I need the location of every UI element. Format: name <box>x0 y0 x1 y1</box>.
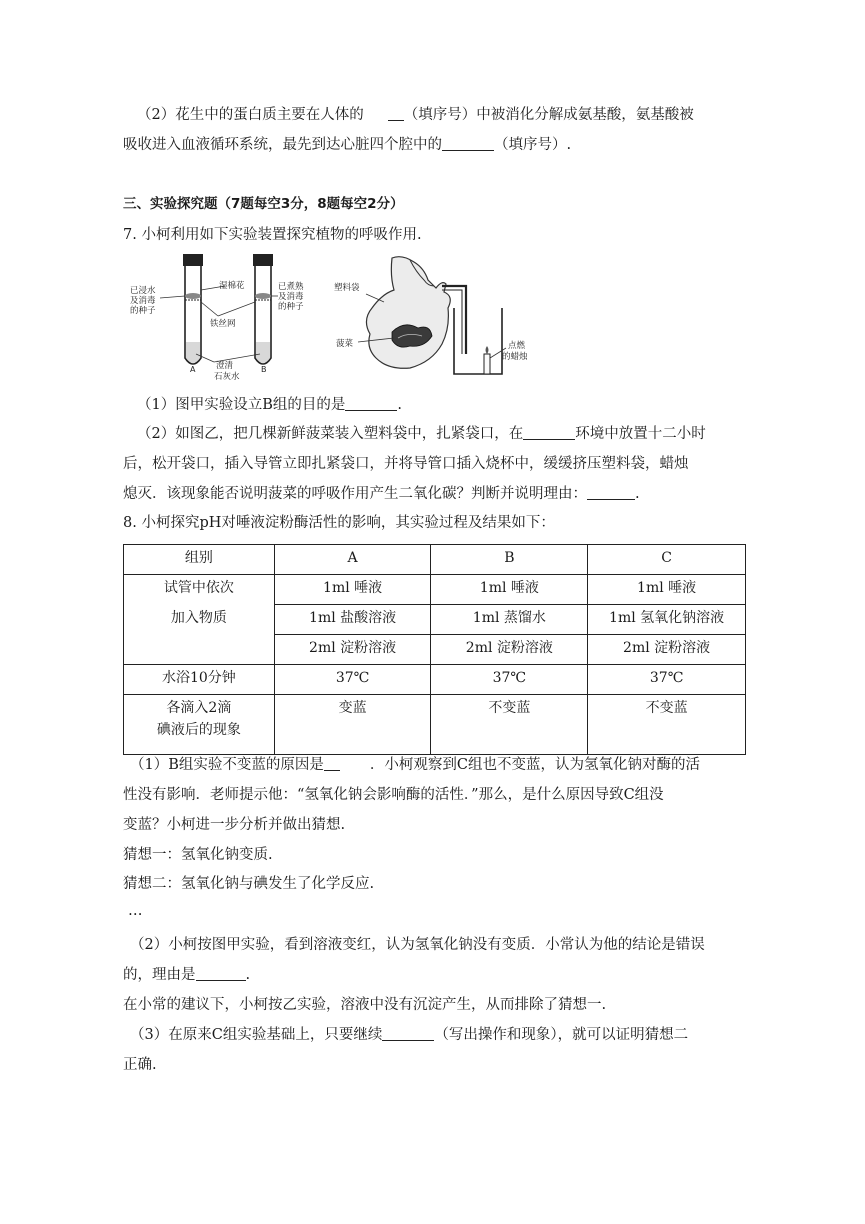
q7-part2-text: 环境中放置十二小时 <box>575 426 706 442</box>
q7-part2-text: （2）如图乙，把几棵新鲜菠菜装入塑料袋中，扎紧袋口，在 <box>137 426 524 442</box>
q8-part1-text: （1）B组实验不变蓝的原因是 <box>130 757 324 773</box>
limewater-b <box>256 342 270 363</box>
q8-part2-line2 <box>123 965 250 985</box>
q7-part1 <box>137 395 402 415</box>
q8-part1-line2: 性没有影响．老师提示他：“氢氧化钠会影响酶的活性．”那么，是什么原因导致C组没 <box>123 787 664 803</box>
q8-part2-text: . <box>245 967 251 983</box>
answer-blank[interactable] <box>345 396 397 411</box>
q7-part1-text: . <box>397 397 402 413</box>
q6-part2-text: （2）花生中的蛋白质主要在人体的 <box>137 107 364 123</box>
label-limewater-2: 石灰水 <box>214 372 240 382</box>
row-label-line: 碘液后的现象 <box>156 722 241 738</box>
q7-part2-text: 熄灭．该现象能否说明菠菜的呼吸作用产生二氧化碳？判断并说明理由： <box>123 486 587 502</box>
table-cell: 37℃ <box>588 665 746 695</box>
row-label-result <box>124 695 275 755</box>
limewater-a <box>186 342 200 363</box>
table-row <box>124 575 746 605</box>
label-bag: 塑料袋 <box>334 283 360 293</box>
q8-part3-line1 <box>130 1025 688 1045</box>
stopper-a <box>183 254 203 266</box>
answer-blank[interactable] <box>196 966 246 981</box>
row-label-add <box>124 575 275 665</box>
q8-guess2: 猜想二：氢氧化钠与碘发生了化学反应. <box>123 876 375 892</box>
table-cell: 2ml 淀粉溶液 <box>274 635 431 665</box>
candle <box>484 354 490 374</box>
answer-blank[interactable] <box>388 106 404 121</box>
label-tube-b: B <box>261 365 267 374</box>
row-label-bath: 水浴10分钟 <box>124 665 275 695</box>
table-cell: 变蓝 <box>274 695 431 755</box>
q6-part2-line1 <box>137 105 694 125</box>
q8-part1-line3: 变蓝？小柯进一步分析并做出猜想. <box>123 817 346 833</box>
table-cell: 1ml 唾液 <box>274 575 431 605</box>
seeds-b <box>255 293 271 299</box>
answer-blank[interactable] <box>587 485 635 500</box>
header-a: A <box>274 545 431 575</box>
label-seeds-cooked-3: 的种子 <box>278 302 304 312</box>
label-wire: 铁丝网 <box>210 319 236 329</box>
label-seeds-sterilized-2: 及消毒 <box>130 296 156 306</box>
answer-blank[interactable] <box>382 1026 434 1041</box>
q8-part1-line1 <box>130 755 700 775</box>
answer-blank[interactable] <box>442 136 494 151</box>
q7-stem: 7. 小柯利用如下实验装置探究植物的呼吸作用. <box>123 227 422 243</box>
figure-yi-bag-candle <box>332 250 542 385</box>
answer-blank[interactable] <box>324 756 340 771</box>
q6-part2-text: （填序号）. <box>494 137 572 153</box>
header-c: C <box>588 545 746 575</box>
table-row <box>124 665 746 695</box>
table-header-row <box>124 545 746 575</box>
table-cell: 37℃ <box>274 665 431 695</box>
leader-line <box>160 296 185 298</box>
label-seeds-sterilized-1: 已浸水 <box>130 286 156 296</box>
answer-blank[interactable] <box>523 425 575 440</box>
table-row <box>124 695 746 755</box>
table-cell: 不变蓝 <box>588 695 746 755</box>
table-cell: 2ml 淀粉溶液 <box>588 635 746 665</box>
table-cell: 37℃ <box>431 665 588 695</box>
header-b: B <box>431 545 588 575</box>
table-cell: 1ml 唾液 <box>588 575 746 605</box>
leader-line <box>218 302 255 316</box>
table-cell: 1ml 盐酸溶液 <box>274 605 431 635</box>
row-label-line: 各滴入2滴 <box>166 700 232 716</box>
table-cell: 1ml 唾液 <box>431 575 588 605</box>
figure-jia-test-tubes <box>130 250 304 385</box>
q6-part2-text: 吸收进入血液循环系统，最先到达心脏四个腔中的 <box>123 137 442 153</box>
candle-flame <box>486 346 489 354</box>
q7-part2-text: . <box>635 486 640 502</box>
q7-part2-line1 <box>137 424 706 444</box>
q8-part3-text: （3）在原来C组实验基础上，只要继续 <box>130 1027 383 1043</box>
stopper-b <box>253 254 273 266</box>
q6-part2-text: （填序号）中被消化分解成氨基酸，氨基酸被 <box>403 107 694 123</box>
q8-guess1: 猜想一：氢氧化钠变质. <box>123 847 273 863</box>
label-seeds-cooked-2: 及消毒 <box>278 292 304 302</box>
leader-line <box>201 302 218 316</box>
label-limewater-1: 澄清 <box>216 361 234 371</box>
row-label-line: 加入物质 <box>170 610 227 626</box>
seeds-a <box>185 293 201 299</box>
q8-part3-line2: 正确. <box>123 1057 157 1073</box>
table-cell: 1ml 蒸馏水 <box>431 605 588 635</box>
q6-part2-line2 <box>123 135 571 155</box>
q8-part2-line1: （2）小柯按图甲实验，看到溶液变红，认为氢氧化钠没有变质．小常认为他的结论是错误 <box>130 937 705 953</box>
table-cell: 2ml 淀粉溶液 <box>431 635 588 665</box>
q7-part2-line3 <box>123 484 640 504</box>
plastic-bag <box>366 257 450 369</box>
q7-part1-text: （1）图甲实验设立B组的目的是 <box>137 397 346 413</box>
label-tube-a: A <box>190 365 196 374</box>
q8-part3-text: （写出操作和现象），就可以证明猜想二 <box>434 1027 689 1043</box>
label-spinach: 菠菜 <box>336 339 354 349</box>
q8-stem: 8. 小柯探究pH对唾液淀粉酶活性的影响，其实验过程及结果如下： <box>123 515 555 531</box>
label-candle-1: 点燃 <box>508 341 526 351</box>
row-label-line: 试管中依次 <box>163 580 234 596</box>
q7-part2-line2: 后，松开袋口，插入导管立即扎紧袋口，并将导管口插入烧杯中，缓缓挤压塑料袋，蜡烛 <box>123 456 689 472</box>
experiment-table <box>123 544 746 755</box>
label-candle-2: 的蜡烛 <box>502 352 528 362</box>
label-seeds-sterilized-3: 的种子 <box>130 306 156 316</box>
q8-part2-text: 的，理由是 <box>123 967 196 983</box>
table-cell: 不变蓝 <box>431 695 588 755</box>
header-group: 组别 <box>124 545 275 575</box>
q8-ellipsis: … <box>128 903 143 919</box>
label-cotton: 湿棉花 <box>219 281 245 291</box>
beaker <box>454 308 502 374</box>
q8-part1-text: ．小柯观察到C组也不变蓝，认为氢氧化钠对酶的活 <box>369 757 700 773</box>
q8-part2-line3: 在小常的建议下，小柯按乙实验，溶液中没有沉淀产生，从而排除了猜想一. <box>123 997 607 1013</box>
table-cell: 1ml 氢氧化钠溶液 <box>588 605 746 635</box>
section-heading: 三、实验探究题（7题每空3分，8题每空2分） <box>123 196 404 212</box>
label-seeds-cooked-1: 已煮熟 <box>278 282 304 292</box>
